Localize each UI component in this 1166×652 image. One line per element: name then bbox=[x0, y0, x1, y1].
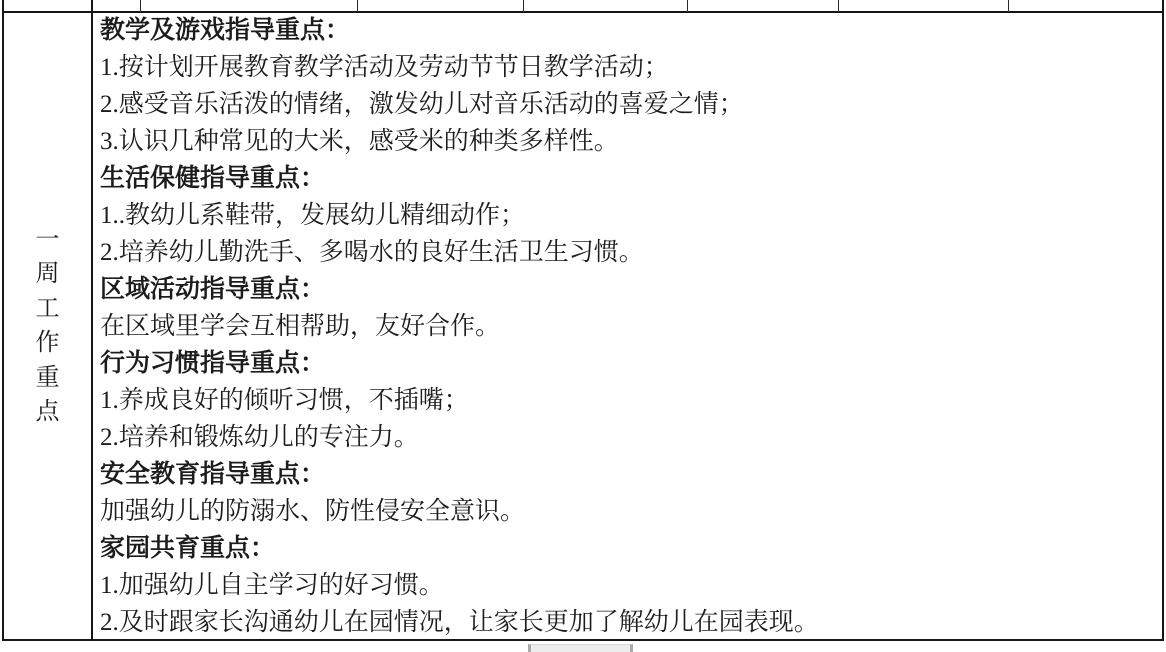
table-gridline-stub bbox=[523, 0, 524, 12]
focus-section-heading: 家园共育重点： bbox=[100, 535, 276, 562]
table-gridline-stub bbox=[1008, 0, 1009, 12]
row-header-cell[interactable] bbox=[4, 13, 91, 639]
focus-section-heading: 教学及游戏指导重点： bbox=[100, 17, 351, 44]
weekly-focus-cell[interactable] bbox=[100, 12, 1160, 641]
table-gridline-stub bbox=[140, 0, 141, 12]
focus-line: 1.加强幼儿自主学习的好习惯。 bbox=[100, 572, 444, 599]
focus-section-heading: 区域活动指导重点： bbox=[100, 276, 326, 303]
focus-line: 3.认识几种常见的大米，感受米的种类多样性。 bbox=[100, 128, 619, 155]
row-header-char: 点 bbox=[35, 399, 60, 425]
row-header-char: 作 bbox=[35, 330, 60, 356]
table-gridline-stub bbox=[838, 0, 839, 12]
table-gridline-stub bbox=[357, 0, 358, 12]
focus-line: 1..教幼儿系鞋带，发展幼儿精细动作； bbox=[100, 202, 526, 229]
focus-line: 1.按计划开展教育教学活动及劳动节节日教学活动； bbox=[100, 54, 669, 81]
focus-line: 1.养成良好的倾听习惯，不插嘴； bbox=[100, 387, 469, 414]
focus-line: 2.培养和锻炼幼儿的专注力。 bbox=[100, 424, 419, 451]
row-header-char: 工 bbox=[35, 295, 60, 322]
row-header-char: 周 bbox=[35, 261, 60, 287]
focus-line: 加强幼儿的防溺水、防性侵安全意识。 bbox=[100, 498, 526, 525]
table-gridline-stub bbox=[687, 0, 688, 12]
focus-line: 2.感受音乐活泼的情绪，激发幼儿对音乐活动的喜爱之情； bbox=[100, 91, 744, 118]
focus-line: 2.及时跟家长沟通幼儿在园情况，让家长更加了解幼儿在园表现。 bbox=[100, 609, 819, 636]
table-border-right bbox=[1162, 0, 1164, 641]
table-column-divider bbox=[91, 0, 93, 641]
focus-line: 2.培养幼儿勤洗手、多喝水的良好生活卫生习惯。 bbox=[100, 239, 644, 266]
focus-section-heading: 安全教育指导重点： bbox=[100, 461, 326, 488]
page-gap-button[interactable] bbox=[528, 644, 633, 652]
row-header-char: 重 bbox=[35, 364, 60, 391]
focus-section-heading: 行为习惯指导重点： bbox=[100, 350, 326, 377]
row-header-char: 一 bbox=[35, 226, 60, 253]
focus-section-heading: 生活保健指导重点： bbox=[100, 165, 326, 192]
focus-line: 在区域里学会互相帮助，友好合作。 bbox=[100, 313, 501, 340]
